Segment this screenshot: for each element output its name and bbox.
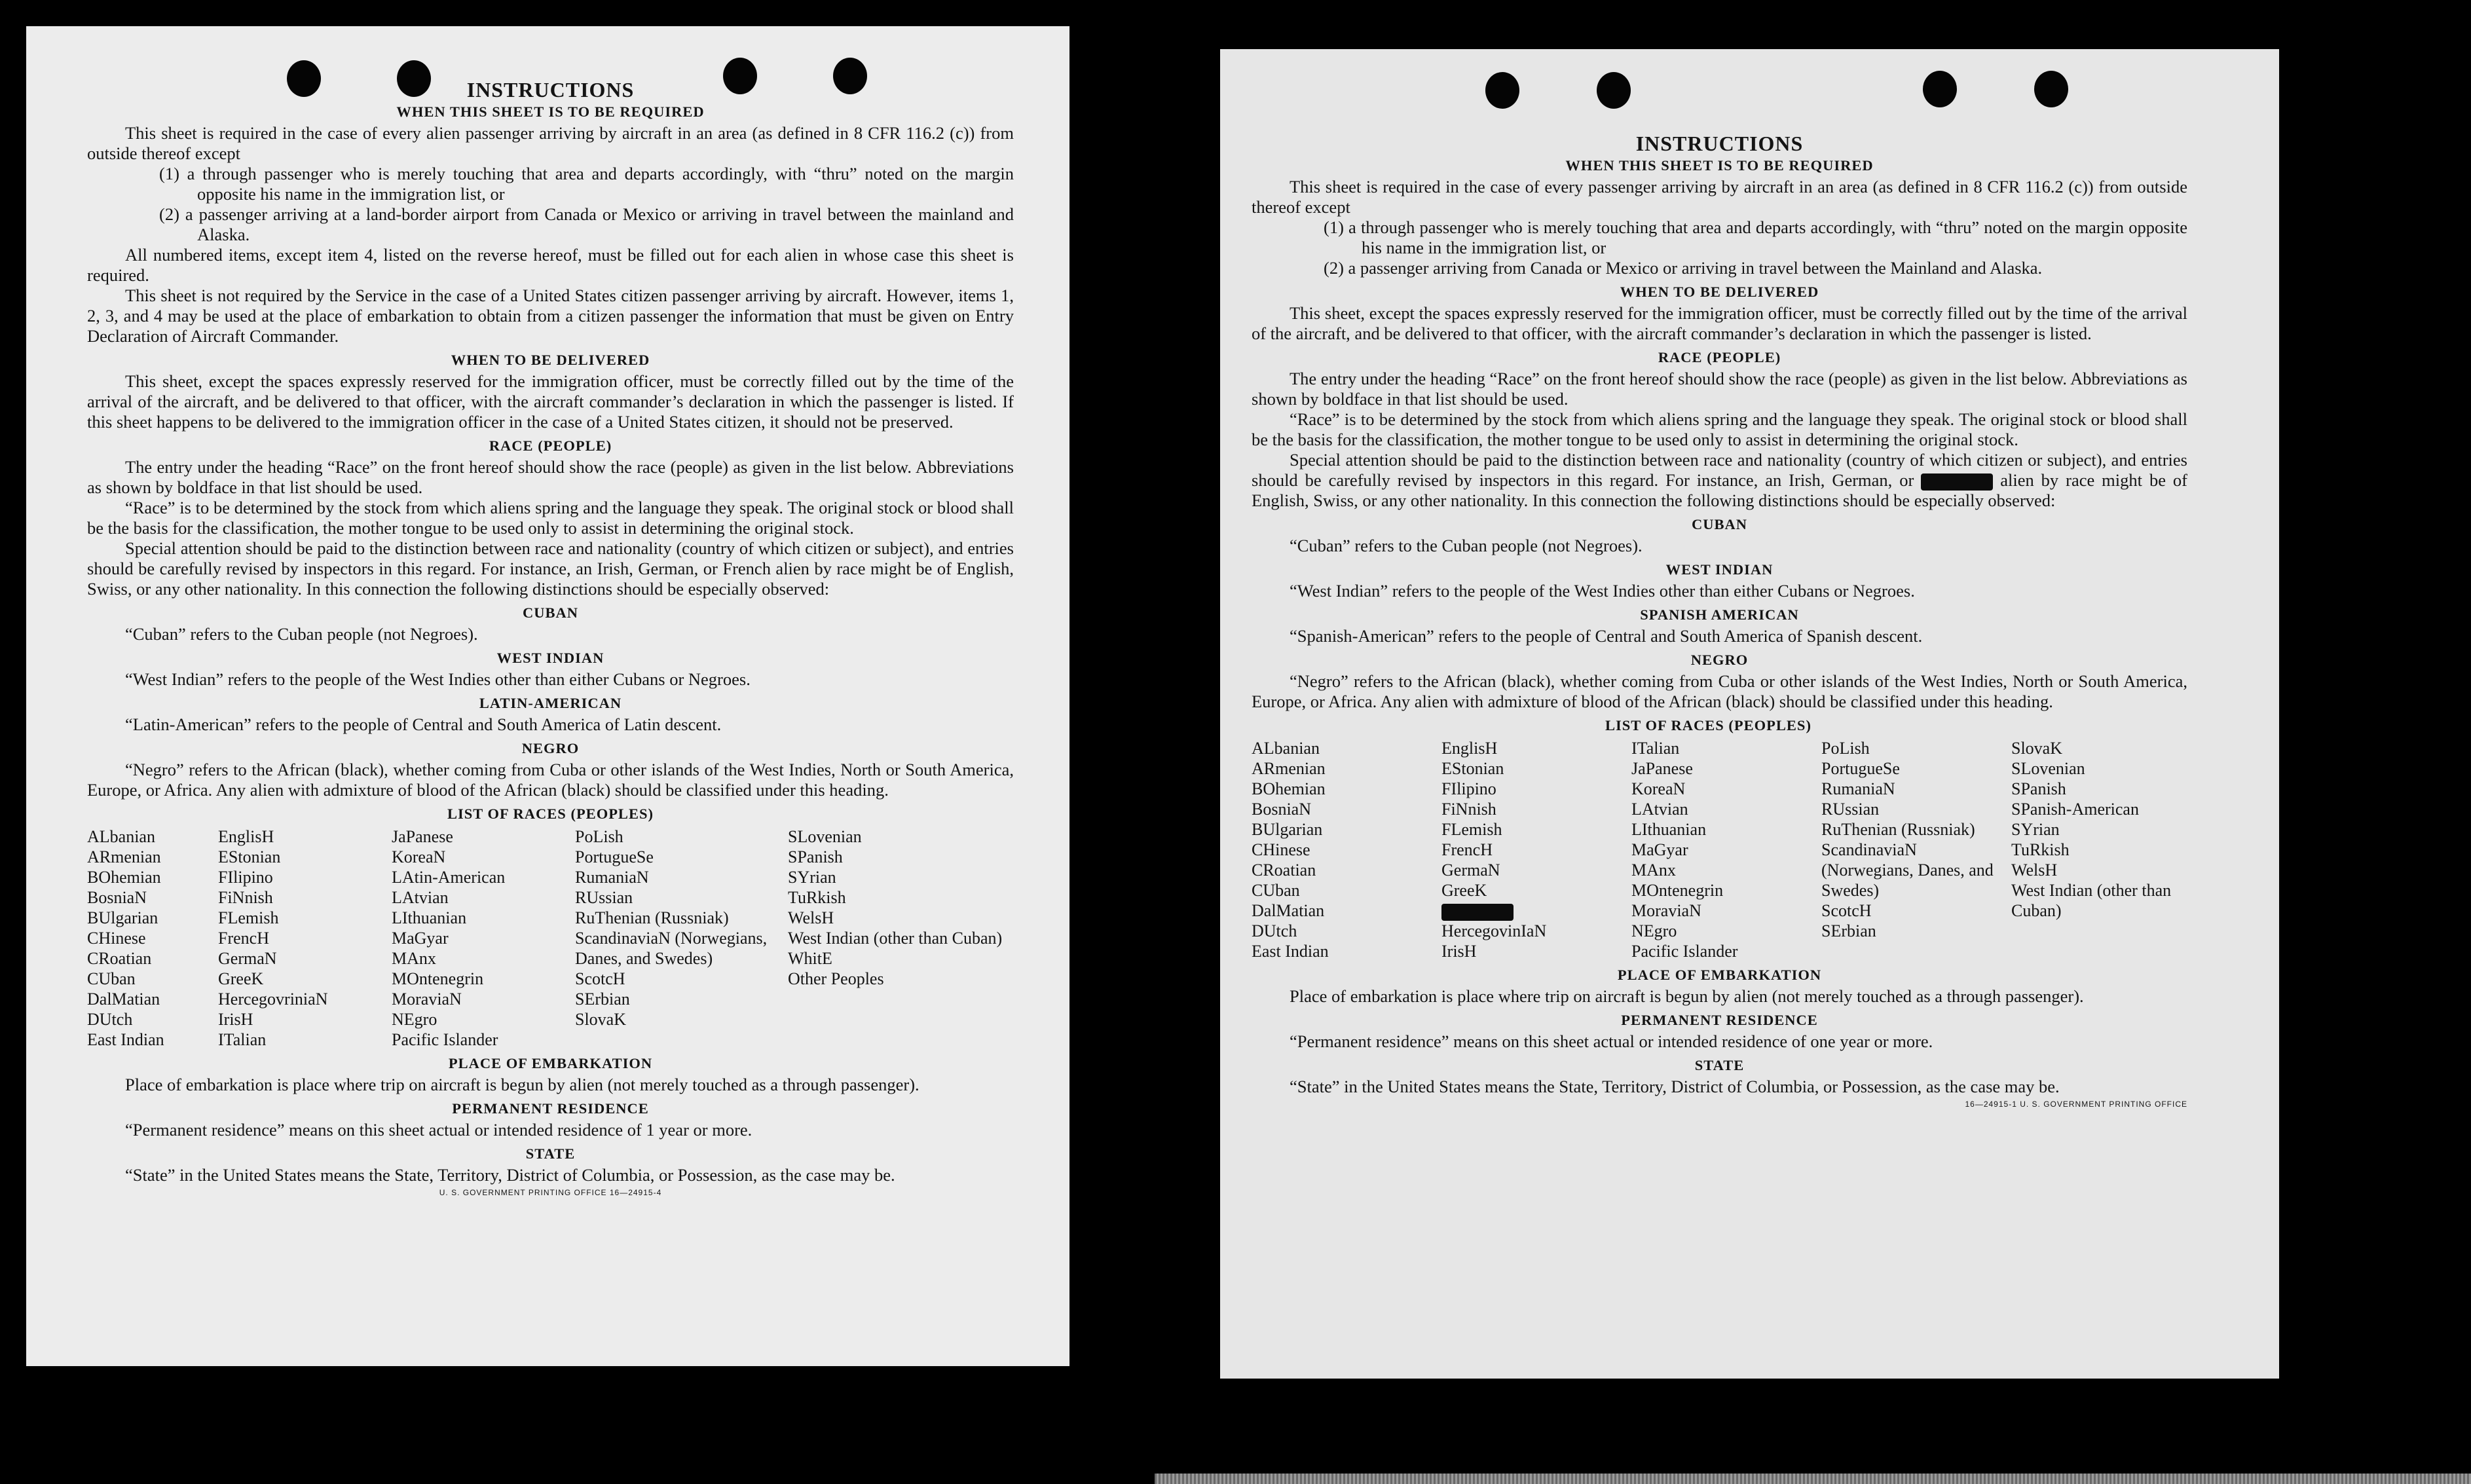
race-column: [1631, 738, 1821, 961]
paragraph-latin-american: “Latin-American” refers to the people of Central and South America of Latin descent.: [125, 714, 722, 734]
race-entry: MaGyar: [1631, 840, 1688, 859]
left-document-page: [26, 26, 1069, 1366]
race-entry: FiNnish: [1441, 800, 1496, 819]
printer-imprint: U. S. GOVERNMENT PRINTING OFFICE 16—24915-4: [439, 1188, 662, 1197]
redaction-mark: [1441, 904, 1514, 921]
race-column: [575, 826, 788, 1050]
race-entry: FrencH: [218, 929, 269, 948]
paragraph-race: The entry under the heading “Race” on the front hereof should show the race (people) as given in the list below. Abbreviations as shown by boldface in that list should be used.: [87, 457, 1014, 497]
punch-hole: [287, 60, 321, 97]
punch-hole: [2034, 71, 2068, 107]
race-entry: NEgro: [1631, 921, 1677, 940]
race-entry: West Indian (other than Cuban): [788, 929, 1003, 948]
race-entry: SlovaK: [2011, 739, 2062, 758]
section-heading-state: STATE: [525, 1145, 576, 1162]
race-column: [1441, 738, 1631, 961]
section-heading-delivered: WHEN TO BE DELIVERED: [1620, 284, 1819, 300]
paragraph-embarkation: Place of embarkation is place where trip on aircraft is begun by alien (not merely touched as a through passenger).: [125, 1075, 920, 1094]
paragraph-race-part: Special attention should be paid to the distinction between race and nationality (country of which citizen or subject), and entries should be carefully revised by inspectors in this regard. For instance, an Irish, German, or: [1252, 450, 2187, 490]
race-entry: CHinese: [1252, 840, 1310, 859]
paragraph-race: “Race” is to be determined by the stock from which aliens spring and the language they speak. The original stock or blood shall be the basis for the classification, the mother tongue to be used only to assist in determining the original stock.: [87, 498, 1014, 538]
race-entry: CUban: [1252, 881, 1300, 900]
paragraph-delivered: This sheet, except the spaces expressly reserved for the immigration officer, must be correctly filled out by the time of the arrival of the aircraft, and be delivered to that officer, with the aircraft commander’s declaration in which the passenger is listed. If this sheet happens to be delivered to the immigration officer in the case of a United States citizen, it should not be preserved.: [87, 371, 1014, 432]
race-entry: SPanish: [788, 847, 843, 866]
section-heading-embarkation: PLACE OF EMBARKATION: [1617, 967, 1822, 984]
race-entry: ScotcH: [1821, 901, 1872, 920]
race-entry: West Indian (other than Cuban): [2011, 881, 2172, 920]
right-document-page: [1220, 49, 2279, 1379]
paragraph-west-indian: “West Indian” refers to the people of the West Indies other than either Cubans or Negroes.: [125, 669, 751, 689]
race-entry: PortugueSe: [1821, 759, 1900, 778]
race-entry: ALbanian: [87, 827, 155, 846]
section-heading-latin-american: LATIN-AMERICAN: [479, 695, 622, 711]
paragraph-citizen: This sheet is not required by the Service in the case of a United States citizen passenger arriving by aircraft. However, items 1, 2, 3, and 4 may be used at the place of embarkation to obtain from a citizen passenger the information that must be given on Entry Declaration of Aircraft Commander.: [87, 286, 1014, 346]
paragraph-race: [1252, 450, 2187, 511]
race-entry: RuThenian (Russniak): [1821, 820, 1975, 839]
paragraph-required: This sheet is required in the case of every passenger arriving by aircraft in an area (as defined in 8 CFR 116.2 (c)) from outside thereof except: [1252, 177, 2187, 217]
section-heading-required: WHEN THIS SHEET IS TO BE REQUIRED: [396, 103, 705, 120]
page-title: INSTRUCTIONS: [1635, 132, 1804, 155]
race-entry: HercegovinIaN: [1441, 921, 1547, 941]
race-entry: EStonian: [1441, 759, 1504, 778]
race-column: [87, 826, 218, 1050]
race-list-table: [87, 826, 1014, 1050]
race-column: [1252, 738, 1441, 961]
race-entry: PoLish: [1821, 739, 1870, 758]
race-entry: FIlipino: [218, 868, 273, 887]
race-entry: East Indian: [87, 1030, 164, 1049]
race-entry: SYrian: [2011, 820, 2060, 839]
race-entry: GermaN: [1441, 861, 1500, 880]
printer-imprint: 16—24915-1 U. S. GOVERNMENT PRINTING OFFICE: [1965, 1100, 2187, 1109]
section-heading-delivered: WHEN TO BE DELIVERED: [451, 352, 650, 368]
race-entry: SPanish-American: [2011, 800, 2139, 819]
race-entry: CUban: [87, 969, 136, 988]
race-entry: HercegovriniaN: [218, 990, 328, 1009]
race-column: [392, 826, 575, 1050]
race-column: [1821, 738, 2011, 961]
punch-hole: [833, 58, 867, 94]
race-entry: BOhemian: [87, 868, 161, 887]
race-entry: SlovaK: [575, 1010, 626, 1029]
race-entry: WhitE: [788, 949, 832, 968]
race-entry: LIthuanian: [392, 908, 467, 927]
race-entry: MaGyar: [392, 929, 449, 948]
punch-hole: [397, 60, 431, 97]
paragraph-race: “Race” is to be determined by the stock from which aliens spring and the language they speak. The original stock or blood shall be the basis for the classification, the mother tongue to be used only to assist in determining the original stock.: [1252, 409, 2187, 449]
race-entry: DalMatian: [87, 990, 160, 1009]
section-heading-race-list: LIST OF RACES (PEOPLES): [447, 806, 654, 822]
race-entry: SLovenian: [2011, 759, 2085, 778]
race-entry: SErbian: [1821, 921, 1876, 940]
race-entry: EnglisH: [218, 827, 274, 846]
race-entry: ScandinaviaN (Norwegians, Danes, and Swedes): [1821, 840, 1994, 900]
race-entry: IrisH: [218, 1010, 253, 1029]
paragraph-race-part: alien by race might be of English, Swiss, or any other nationality. In this connection the following distinctions should be especially observed:: [1252, 470, 2187, 510]
race-entry: EStonian: [218, 847, 281, 866]
race-entry: GermaN: [218, 949, 277, 968]
paragraph-state: “State” in the United States means the State, Territory, District of Columbia, or Possession, as the case may be.: [125, 1165, 895, 1185]
race-entry: NEgro: [392, 1010, 437, 1029]
race-entry: FIlipino: [1441, 779, 1496, 798]
paragraph-spanish-american: “Spanish-American” refers to the people of Central and South America of Spanish descent.: [1290, 626, 1923, 646]
race-entry: LIthuanian: [1631, 820, 1707, 839]
paragraph-cuban: “Cuban” refers to the Cuban people (not Negroes).: [1290, 536, 1643, 555]
race-entry: MoraviaN: [392, 990, 462, 1009]
paragraph-residence: “Permanent residence” means on this sheet actual or intended residence of 1 year or more.: [125, 1120, 752, 1140]
race-entry: MoraviaN: [1631, 901, 1701, 920]
paragraph-race: The entry under the heading “Race” on the front hereof should show the race (people) as given in the list below. Abbreviations as shown by boldface in that list should be used.: [1252, 369, 2187, 409]
race-entry: DUtch: [1252, 921, 1297, 940]
race-entry: Pacific Islander: [1631, 942, 1738, 961]
race-entry: CHinese: [87, 929, 146, 948]
scan-edge-strip: [1155, 1474, 2471, 1484]
race-entry: BosniaN: [87, 888, 147, 907]
exception-list: [159, 164, 1014, 245]
race-column: [218, 826, 392, 1050]
race-entry: SLovenian: [788, 827, 862, 846]
race-entry: ARmenian: [87, 847, 161, 866]
paragraph-delivered: This sheet, except the spaces expressly reserved for the immigration officer, must be correctly filled out by the time of the arrival of the aircraft, and be delivered to that officer, with the aircraft commander’s declaration in which the passenger is listed.: [1252, 303, 2187, 343]
punch-hole: [723, 58, 757, 94]
race-entry: RumaniaN: [575, 868, 649, 887]
section-heading-residence: PERMANENT RESIDENCE: [452, 1100, 649, 1117]
punch-hole: [1923, 71, 1957, 107]
race-entry: FLemish: [218, 908, 279, 927]
race-entry: ARmenian: [1252, 759, 1326, 778]
paragraph-negro: “Negro” refers to the African (black), whether coming from Cuba or other islands of the West Indies, North or South America, Europe, or Africa. Any alien with admixture of blood of the African (black) should be classified under this heading.: [1252, 671, 2187, 711]
section-heading-race-list: LIST OF RACES (PEOPLES): [1605, 717, 1811, 733]
exception-list: [1324, 217, 2187, 278]
race-entry: PoLish: [575, 827, 623, 846]
exception-item: (2) a passenger arriving at a land-border airport from Canada or Mexico or arriving in travel between the mainland and Alaska.: [159, 204, 1014, 244]
race-entry: MAnx: [1631, 861, 1676, 880]
race-entry: BosniaN: [1252, 800, 1311, 819]
section-heading-cuban: CUBAN: [522, 604, 578, 621]
race-entry: Other Peoples: [788, 969, 884, 988]
race-entry: IrisH: [1441, 942, 1477, 961]
race-entry: CRoatian: [1252, 861, 1316, 880]
section-heading-spanish-american: SPANISH AMERICAN: [1640, 606, 1799, 623]
race-entry: [1441, 900, 1631, 921]
race-entry: LAtvian: [392, 888, 449, 907]
section-heading-embarkation: PLACE OF EMBARKATION: [448, 1055, 653, 1071]
race-entry: EnglisH: [1441, 739, 1498, 758]
race-entry: WelsH: [788, 908, 834, 927]
race-entry: ScotcH: [575, 969, 625, 988]
race-entry: PortugueSe: [575, 847, 654, 866]
race-entry: FrencH: [1441, 840, 1493, 859]
race-entry: TuRkish: [788, 888, 846, 907]
race-entry: GreeK: [218, 969, 264, 988]
exception-item: (1) a through passenger who is merely touching that area and departs accordingly, with “thru” noted on the margin opposite his name in the immigration list, or: [159, 164, 1014, 204]
race-entry: RumaniaN: [1821, 779, 1895, 798]
race-entry: JaPanese: [1631, 759, 1693, 778]
redaction-mark: [1921, 473, 1993, 491]
section-heading-negro: NEGRO: [1690, 652, 1749, 668]
race-entry: FLemish: [1441, 820, 1502, 839]
race-entry: DUtch: [87, 1010, 133, 1029]
race-list-table: [1252, 738, 2187, 961]
section-heading-negro: NEGRO: [521, 740, 580, 756]
paragraph-numbered-items: All numbered items, except item 4, listed on the reverse hereof, must be filled out for each alien in whose case this sheet is required.: [87, 245, 1014, 285]
race-entry: SYrian: [788, 868, 836, 887]
race-entry: MAnx: [392, 949, 436, 968]
section-heading-residence: PERMANENT RESIDENCE: [1621, 1012, 1818, 1029]
race-entry: TuRkish: [2011, 840, 2070, 859]
exception-item: (1) a through passenger who is merely touching that area and departs accordingly, with “thru” noted on the margin opposite his name in the immigration list, or: [1324, 217, 2187, 257]
race-entry: KoreaN: [1631, 779, 1686, 798]
race-entry: LAtin-American: [392, 868, 506, 887]
race-entry: SErbian: [575, 990, 630, 1009]
race-entry: Pacific Islander: [392, 1030, 498, 1049]
punch-hole: [1485, 72, 1519, 109]
section-heading-cuban: CUBAN: [1691, 516, 1747, 532]
race-entry: East Indian: [1252, 942, 1329, 961]
section-heading-west-indian: WEST INDIAN: [1665, 561, 1774, 578]
paragraph-residence: “Permanent residence” means on this sheet actual or intended residence of one year or more.: [1290, 1031, 1933, 1052]
race-entry: ITalian: [1631, 739, 1680, 758]
exception-item: (2) a passenger arriving from Canada or Mexico or arriving in travel between the Mainland and Alaska.: [1324, 258, 2043, 278]
page-title: INSTRUCTIONS: [466, 78, 635, 102]
section-heading-race: RACE (PEOPLE): [1658, 349, 1781, 365]
race-entry: MOntenegrin: [1631, 881, 1724, 900]
race-entry: FiNnish: [218, 888, 273, 907]
paragraph-state: “State” in the United States means the State, Territory, District of Columbia, or Possession, as the case may be.: [1290, 1077, 2060, 1097]
race-entry: LAtvian: [1631, 800, 1688, 819]
race-entry: SPanish: [2011, 779, 2066, 798]
race-entry: JaPanese: [392, 827, 453, 846]
paragraph-race: Special attention should be paid to the distinction between race and nationality (country of which citizen or subject), and entries should be carefully revised by inspectors in this regard. For instance, an Irish, German, or French alien by race might be of English, Swiss, or any other nationality. In this connection the following distinctions should be especially observed:: [87, 538, 1014, 599]
paragraph-cuban: “Cuban” refers to the Cuban people (not Negroes).: [125, 624, 478, 644]
race-entry: BOhemian: [1252, 779, 1326, 798]
section-heading-race: RACE (PEOPLE): [489, 437, 612, 454]
race-entry: RuThenian (Russniak): [575, 908, 729, 927]
race-entry: WelsH: [2011, 861, 2058, 880]
race-entry: ScandinaviaN (Norwegians, Danes, and Swedes): [575, 929, 768, 968]
race-column: [788, 826, 1014, 1050]
race-entry: GreeK: [1441, 881, 1487, 900]
section-heading-west-indian: WEST INDIAN: [496, 650, 604, 666]
punch-hole: [1597, 72, 1631, 109]
race-entry: KoreaN: [392, 847, 446, 866]
paragraph-negro: “Negro” refers to the African (black), whether coming from Cuba or other islands of the West Indies, North or South America, Europe, or Africa. Any alien with admixture of blood of the African (black) should be classified under this heading.: [87, 760, 1014, 800]
race-column: [2011, 738, 2187, 961]
race-entry: RUssian: [575, 888, 633, 907]
race-entry: CRoatian: [87, 949, 152, 968]
paragraph-required: This sheet is required in the case of every alien passenger arriving by aircraft in an area (as defined in 8 CFR 116.2 (c)) from outside thereof except: [87, 123, 1014, 163]
race-entry: ITalian: [218, 1030, 267, 1049]
race-entry: BUlgarian: [87, 908, 158, 927]
race-entry: ALbanian: [1252, 739, 1320, 758]
section-heading-required: WHEN THIS SHEET IS TO BE REQUIRED: [1565, 157, 1874, 174]
paragraph-embarkation: Place of embarkation is place where trip on aircraft is begun by alien (not merely touched as a through passenger).: [1290, 986, 2084, 1007]
paragraph-west-indian: “West Indian” refers to the people of the West Indies other than either Cubans or Negroes.: [1290, 581, 1915, 601]
race-entry: DalMatian: [1252, 901, 1325, 920]
section-heading-state: STATE: [1694, 1057, 1745, 1074]
race-entry: MOntenegrin: [392, 969, 484, 988]
race-entry: BUlgarian: [1252, 820, 1323, 839]
race-entry: RUssian: [1821, 800, 1880, 819]
